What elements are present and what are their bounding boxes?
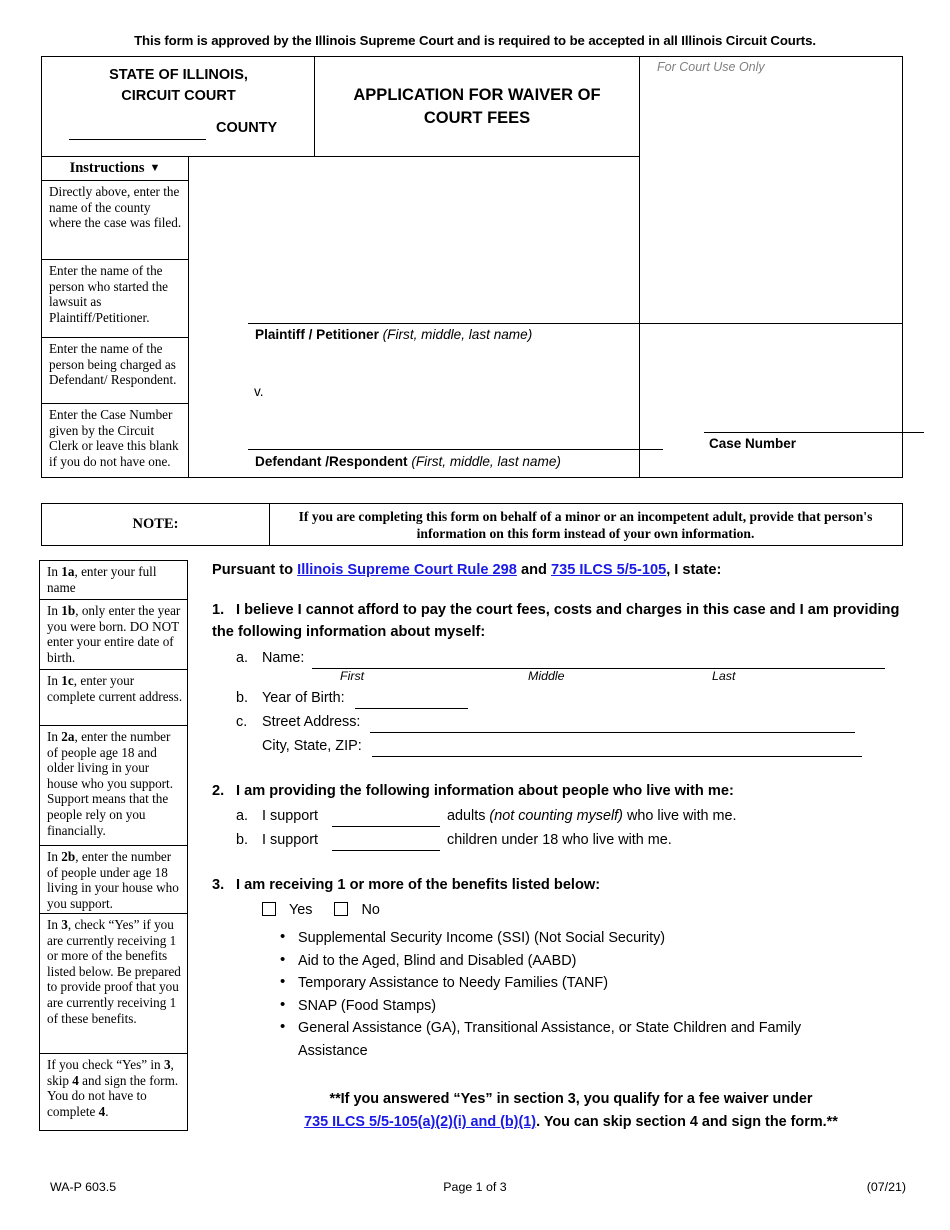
field-1c — [236, 711, 910, 733]
no-checkbox[interactable] — [334, 902, 348, 916]
field-1a-row — [262, 647, 910, 669]
field-1b-row — [262, 687, 910, 709]
field-1a-label: Name: — [262, 650, 305, 666]
instruction-3-pre: In — [47, 917, 62, 932]
list-item: • SNAP (Food Stamps) — [276, 995, 910, 1018]
body-instructions-column — [39, 560, 188, 1131]
instruction-1b — [40, 600, 187, 670]
field-1a-letter: a. — [236, 650, 249, 666]
instruction-2b — [40, 846, 187, 914]
plaintiff-input-blank[interactable] — [248, 323, 663, 324]
list-item: • Supplemental Security Income (SSI) (Not Social Security) — [276, 927, 910, 950]
instruction-skip4-ref3: 4 — [98, 1103, 106, 1119]
field-2a-row — [262, 805, 910, 827]
section-1-number: 1. — [212, 602, 225, 618]
defendant-label-hint: (First, middle, last name) — [411, 454, 561, 469]
instruction-skip4-tail: . — [105, 1103, 109, 1119]
approval-statement: This form is approved by the Illinois Supreme Court and is required to be accepted in all Illinois Circuit Courts. — [134, 33, 816, 48]
instruction-1b-ref: 1b — [61, 603, 76, 618]
field-2b-letter: b. — [236, 831, 249, 848]
field-2b — [236, 829, 910, 851]
caption-box — [41, 56, 903, 478]
court-use-divider — [640, 323, 902, 324]
instruction-3 — [40, 914, 187, 1054]
instruction-skip4-post: and sign the form. You do not have to complete — [47, 1072, 179, 1119]
children-count-input-blank[interactable] — [332, 850, 440, 851]
benefits-list — [276, 927, 910, 1062]
field-2a-hint: (not counting myself) — [489, 807, 623, 824]
county-label: COUNTY — [216, 120, 278, 136]
qualification-note — [212, 1088, 910, 1134]
instruction-skip-4 — [40, 1054, 187, 1130]
qualification-note-line1: **If you answered “Yes” in section 3, you qualify for a fee waiver under — [329, 1091, 813, 1107]
field-1b-label: Year of Birth: — [262, 690, 345, 706]
court-identification-cell — [42, 57, 315, 156]
instruction-2a-post: , enter the number of people age 18 and older living in your house who you support. Support means that the people rely on you financially. — [47, 729, 174, 838]
link-735-ilcs-5-5-105[interactable]: 735 ILCS 5/5-105 — [550, 562, 667, 578]
note-label: NOTE: — [42, 504, 270, 545]
year-of-birth-input-blank[interactable] — [355, 708, 468, 709]
pursuant-statement — [212, 560, 910, 580]
no-label: No — [361, 902, 380, 918]
field-1c-city — [236, 735, 910, 757]
footer-page-number: Page 1 of 3 — [443, 1180, 507, 1194]
defendant-label-bold: Defendant /Respondent — [255, 454, 408, 469]
section-3-heading — [212, 875, 910, 897]
plaintiff-label-bold: Plaintiff / Petitioner — [255, 327, 379, 342]
field-2a-tail: who live with me. — [626, 807, 737, 824]
instruction-3-post: , check “Yes” if you are currently receiving 1 or more of the benefits listed below. Be prepared to provide proof that you are currently receiving 1 of these benefits. — [47, 917, 181, 1026]
instruction-case-number: Enter the Case Number given by the Circuit Clerk or leave this blank if you do not have one. — [49, 407, 179, 469]
list-item: • General Assistance (GA), Transitional Assistance, or State Children and Family Assistance — [276, 1017, 910, 1062]
field-1c-label: Street Address: — [262, 714, 361, 730]
instruction-plaintiff: Enter the name of the person who started the lawsuit as Plaintiff/Petitioner. — [42, 260, 188, 338]
link-735-ilcs-5-5-105-a2i-b1[interactable]: 735 ILCS 5/5-105(a)(2)(i) and (b)(1) — [304, 1114, 537, 1130]
field-2a-post: adults — [447, 807, 486, 824]
instruction-skip4-ref1: 3 — [163, 1057, 171, 1072]
instruction-1a-post: , enter your full name — [47, 564, 157, 595]
instruction-3-ref: 3 — [61, 917, 68, 932]
instruction-1b-pre: In — [47, 603, 62, 618]
defendant-label — [255, 454, 561, 469]
instruction-2b-post: , enter the number of people under age 18 living in your house who you support. — [47, 849, 179, 911]
field-2b-pre: I support — [262, 831, 318, 848]
field-2a-pre: I support — [262, 807, 318, 824]
section-3-text: I am receiving 1 or more of the benefits listed below: — [236, 876, 601, 893]
defendant-input-blank[interactable] — [248, 449, 663, 450]
instruction-1a — [40, 561, 187, 600]
instruction-defendant: Enter the name of the person being charged as Defendant/ Respondent. — [42, 338, 188, 404]
circuit-court-line: CIRCUIT COURT — [121, 88, 236, 104]
instructions-header[interactable] — [42, 157, 188, 181]
benefits-yesno-row — [262, 902, 910, 918]
plaintiff-label-hint: (First, middle, last name) — [382, 327, 533, 342]
field-1c-city-label: City, State, ZIP: — [262, 738, 362, 754]
for-court-use-only-label: For Court Use Only — [657, 60, 765, 74]
city-state-zip-input-blank[interactable] — [372, 756, 862, 757]
field-1c-letter: c. — [236, 714, 248, 730]
field-1b-letter: b. — [236, 690, 249, 706]
instruction-1a-pre: In — [47, 564, 62, 579]
adults-count-input-blank[interactable] — [332, 826, 440, 827]
instruction-2b-pre: In — [47, 849, 62, 864]
instruction-1b-post: , only enter the year you were born. DO NOT enter your entire date of birth. — [47, 603, 181, 665]
caption-instructions-column — [42, 156, 189, 477]
chevron-down-icon: ▼ — [149, 162, 161, 174]
instruction-2b-ref: 2b — [61, 849, 76, 864]
section-2-number: 2. — [212, 783, 225, 799]
section-3-number: 3. — [212, 876, 225, 893]
field-1a — [236, 647, 910, 669]
field-1c-city-row — [262, 735, 910, 757]
instruction-1c — [40, 670, 187, 726]
instruction-1c-ref: 1c — [61, 673, 74, 688]
field-2a-letter: a. — [236, 807, 249, 824]
case-number-input-blank[interactable] — [704, 432, 924, 433]
state-court-heading — [42, 65, 315, 107]
name-sublabels — [262, 669, 910, 685]
form-title: APPLICATION FOR WAIVER OF COURT FEES — [353, 85, 601, 127]
yes-checkbox[interactable] — [262, 902, 276, 916]
party-names-area — [189, 156, 640, 477]
instruction-skip4-pre: If you check “Yes” in — [47, 1057, 164, 1072]
field-2b-post: children under 18 who live with me. — [447, 831, 672, 848]
field-2a — [236, 805, 910, 827]
note-box — [41, 503, 903, 546]
footer-revision-date: (07/21) — [866, 1180, 906, 1194]
field-1b — [236, 687, 910, 709]
name-first-label: First — [340, 669, 365, 683]
instruction-skip4-mid: , skip — [47, 1057, 174, 1088]
section-1-text: I believe I cannot afford to pay the court fees, costs and charges in this case and I am providing the following information about myself: — [212, 602, 900, 640]
instructions-header-label: Instructions — [69, 160, 145, 176]
section-2-text: I am providing the following information about people who live with me: — [236, 783, 734, 799]
qualification-note-line2: . You can skip section 4 and sign the form.** — [536, 1114, 838, 1130]
section-2-heading — [212, 781, 910, 803]
county-input-blank[interactable] — [69, 139, 206, 140]
name-middle-label: Middle — [528, 669, 565, 683]
plaintiff-label — [255, 327, 532, 342]
court-use-cell — [640, 57, 902, 477]
instruction-2a — [40, 726, 187, 846]
pursuant-prefix: Pursuant to — [212, 562, 298, 578]
instruction-skip4-ref2: 4 — [72, 1072, 79, 1088]
state-line: STATE OF ILLINOIS, — [109, 67, 248, 83]
name-last-label: Last — [712, 669, 736, 683]
instruction-1c-pre: In — [47, 673, 62, 688]
county-row — [42, 119, 315, 145]
versus-marker: v. — [254, 384, 264, 399]
link-rule-298[interactable]: Illinois Supreme Court Rule 298 — [297, 562, 517, 578]
note-text: If you are completing this form on behalf of a minor or an incompetent adult, provide that person's information on this form instead of your own information. — [298, 508, 873, 541]
instruction-2a-ref: 2a — [61, 729, 75, 744]
form-title-cell — [315, 57, 640, 156]
instruction-2a-pre: In — [47, 729, 62, 744]
section-1-heading — [212, 600, 910, 643]
list-item: • Aid to the Aged, Blind and Disabled (AABD) — [276, 950, 910, 973]
field-1c-row — [262, 711, 910, 733]
instruction-1a-ref: 1a — [61, 564, 75, 579]
street-address-input-blank[interactable] — [370, 732, 855, 733]
pursuant-middle: and — [516, 562, 551, 578]
instruction-county: Directly above, enter the name of the county where the case was filed. — [42, 181, 188, 260]
field-2b-row — [262, 829, 910, 851]
case-number-label: Case Number — [709, 436, 797, 451]
yes-label: Yes — [289, 902, 313, 918]
footer-form-number: WA-P 603.5 — [50, 1180, 117, 1194]
list-item: • Temporary Assistance to Needy Families (TANF) — [276, 972, 910, 995]
pursuant-suffix: , I state: — [666, 562, 722, 578]
instruction-1c-post: , enter your complete current address. — [47, 673, 183, 704]
form-body — [212, 560, 910, 1134]
